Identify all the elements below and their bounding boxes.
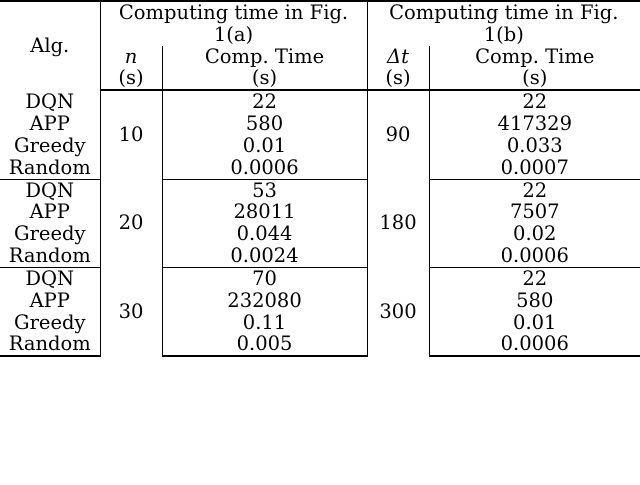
cell-alg: Random: [0, 245, 100, 267]
header-group-fig1b: Computing time in Fig. 1(b): [367, 1, 640, 46]
cell-time-fig1a: 0.005: [162, 333, 367, 356]
header-unit-n: (s): [100, 67, 162, 90]
cell-time-fig1a: 0.0006: [162, 157, 367, 179]
cell-time-fig1b: 580: [429, 290, 640, 312]
cell-time-fig1b: 7507: [429, 201, 640, 223]
header-n-symbol: n: [100, 46, 162, 68]
table-row: [0, 157, 640, 179]
cell-n: 10: [100, 90, 162, 179]
header-comp-time-2: Comp. Time: [429, 46, 640, 68]
table-row: [0, 245, 640, 267]
table-row: [0, 312, 640, 334]
table-row: [0, 135, 640, 157]
cell-time-fig1b: 0.033: [429, 135, 640, 157]
cell-time-fig1a: 28011: [162, 201, 367, 223]
header-dt-symbol: Δt: [367, 46, 429, 68]
cell-alg: Random: [0, 333, 100, 356]
cell-alg: DQN: [25, 178, 75, 202]
table-header-group-row: [0, 1, 640, 46]
cell-time-fig1b: 0.0007: [429, 157, 640, 179]
header-unit-time-2: (s): [429, 67, 640, 90]
cell-time-fig1a: 580: [162, 113, 367, 135]
table-row: [0, 223, 640, 245]
cell-n: 30: [100, 267, 162, 356]
cell-dt: 300: [367, 267, 429, 356]
cell-time-fig1a: 0.01: [162, 135, 367, 157]
cell-time-fig1a: 22: [162, 90, 367, 113]
cell-alg: DQN: [25, 89, 75, 113]
table-row: [0, 267, 640, 289]
table-row: [0, 179, 640, 201]
cell-time-fig1a: 0.0024: [162, 245, 367, 267]
cell-dt: 90: [367, 90, 429, 179]
cell-time-fig1b: 0.01: [429, 312, 640, 334]
table-row: [0, 201, 640, 223]
table-row: [0, 290, 640, 312]
cell-alg: APP: [29, 112, 70, 136]
cell-alg: Random: [0, 157, 100, 179]
table-row: [0, 113, 640, 135]
cell-time-fig1a: 0.044: [162, 223, 367, 245]
cell-time-fig1b: 0.0006: [429, 333, 640, 356]
cell-dt: 180: [367, 179, 429, 267]
cell-time-fig1b: 0.0006: [429, 245, 640, 267]
header-comp-time-1: Comp. Time: [162, 46, 367, 68]
cell-time-fig1a: 53: [162, 179, 367, 201]
cell-time-fig1b: 417329: [429, 113, 640, 135]
cell-n: 20: [100, 179, 162, 267]
cell-time-fig1b: 22: [429, 90, 640, 113]
header-unit-dt: (s): [367, 67, 429, 90]
cell-alg: Greedy: [14, 310, 86, 334]
table-row: [0, 90, 640, 113]
cell-alg: APP: [29, 200, 70, 224]
cell-time-fig1b: 22: [429, 179, 640, 201]
header-group-fig1a: Computing time in Fig. 1(a): [100, 1, 367, 46]
cell-time-fig1b: 0.02: [429, 223, 640, 245]
header-unit-time-1: (s): [162, 67, 367, 90]
cell-alg: DQN: [25, 266, 75, 290]
cell-time-fig1b: 22: [429, 267, 640, 289]
header-alg: Alg.: [0, 1, 100, 90]
cell-alg: Greedy: [14, 222, 86, 246]
cell-alg: APP: [29, 288, 70, 312]
cell-time-fig1a: 232080: [162, 290, 367, 312]
cell-time-fig1a: 70: [162, 267, 367, 289]
cell-time-fig1a: 0.11: [162, 312, 367, 334]
cell-alg: Greedy: [14, 133, 86, 157]
table-row: [0, 333, 640, 356]
